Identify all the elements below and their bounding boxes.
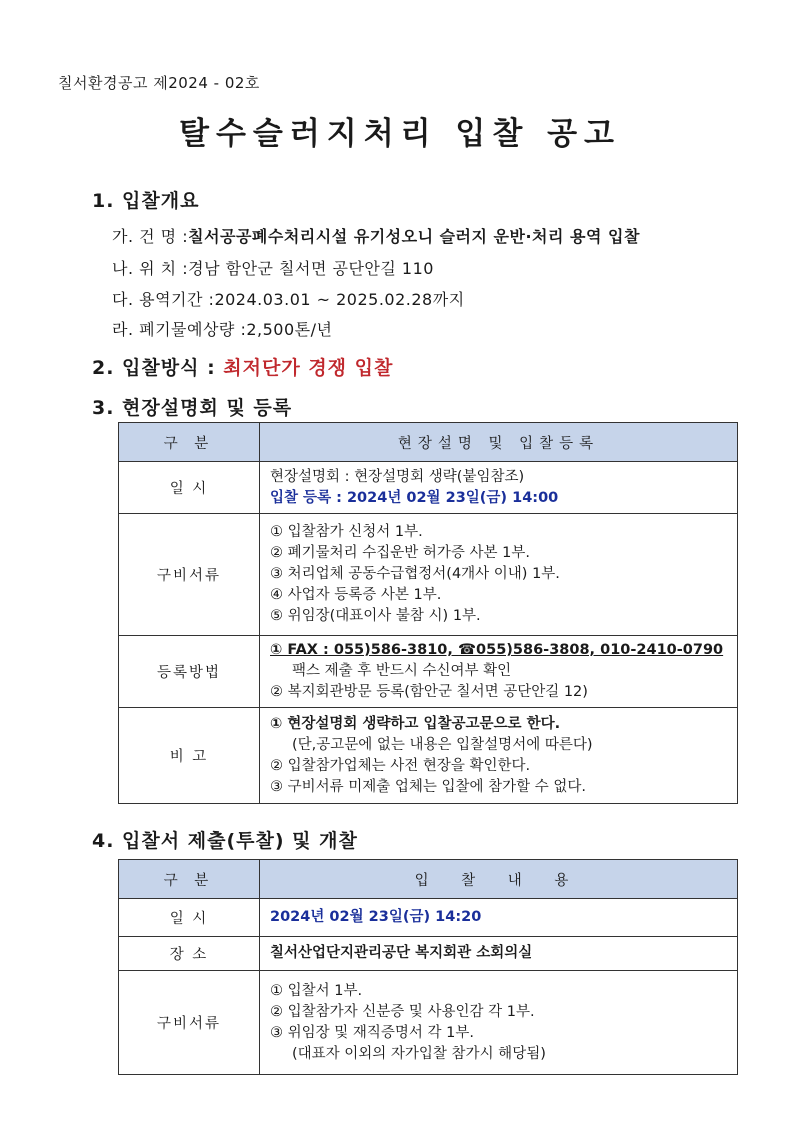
table-row bbox=[119, 971, 738, 1075]
overview-item-location bbox=[112, 256, 434, 279]
row-key: 등록방법 bbox=[119, 636, 260, 708]
row-key: 일 시 bbox=[119, 462, 260, 514]
table-header-cell: 현장설명 및 입찰등록 bbox=[260, 423, 738, 462]
overview-item-name bbox=[112, 224, 640, 247]
overview-label: 나. 위 치 : bbox=[112, 259, 189, 278]
document-title: 탈수슬러지처리 입찰 공고 bbox=[179, 116, 621, 152]
row-content bbox=[260, 971, 738, 1075]
table-header-row bbox=[119, 860, 738, 899]
content-line: ③ 처리업체 공동수급협정서(4개사 이내) 1부. bbox=[270, 566, 560, 582]
document-number: 칠서환경공고 제2024 - 02호 bbox=[58, 74, 260, 92]
table-row bbox=[119, 462, 738, 514]
row-key: 구비서류 bbox=[119, 971, 260, 1075]
content-line: ② 복지회관방문 등록(함안군 칠서면 공단안길 12) bbox=[270, 684, 588, 700]
row-content bbox=[260, 937, 738, 971]
content-line: ⑤ 위임장(대표이사 불참 시) 1부. bbox=[270, 608, 481, 624]
content-line: 입찰 등록 : 2024년 02월 23일(금) 14:00 bbox=[270, 489, 559, 506]
table-row bbox=[119, 899, 738, 937]
overview-value: 2024.03.01 ~ 2025.02.28까지 bbox=[214, 290, 465, 309]
row-content bbox=[260, 636, 738, 708]
overview-value: 2,500톤/년 bbox=[246, 320, 333, 339]
row-key: 비 고 bbox=[119, 708, 260, 804]
content-line: ③ 위임장 및 재직증명서 각 1부. bbox=[270, 1024, 474, 1041]
row-content bbox=[260, 514, 738, 636]
table-row bbox=[119, 636, 738, 708]
content-line: ④ 사업자 등록증 사본 1부. bbox=[270, 587, 442, 603]
content-line: 팩스 제출 후 반드시 수신여부 확인 bbox=[292, 663, 512, 679]
content-line: 현장설명회 : 현장설명회 생략(붙임참조) bbox=[270, 468, 525, 485]
table-row bbox=[119, 937, 738, 971]
table-header-cell: 구 분 bbox=[119, 423, 260, 462]
content-line: 2024년 02월 23일(금) 14:20 bbox=[270, 909, 482, 925]
bid-method: 최저단가 경쟁 입찰 bbox=[223, 357, 394, 379]
section1-heading: 1. 입찰개요 bbox=[92, 190, 200, 212]
section2-heading bbox=[92, 353, 393, 380]
registration-table bbox=[118, 422, 738, 804]
table-header-cell: 구 분 bbox=[119, 860, 260, 899]
table-row bbox=[119, 708, 738, 804]
contact-line: ① FAX : 055)586-3810, ☎055)586-3808, 010-2410-0790 bbox=[270, 642, 724, 658]
overview-value: 경남 함안군 칠서면 공단안길 110 bbox=[188, 259, 434, 278]
section4-heading: 4. 입찰서 제출(투찰) 및 개찰 bbox=[92, 830, 358, 852]
table-row bbox=[119, 514, 738, 636]
row-key: 구비서류 bbox=[119, 514, 260, 636]
row-content bbox=[260, 462, 738, 514]
content-line: ② 입찰참가업체는 사전 현장을 확인한다. bbox=[270, 757, 531, 774]
section2-label: 2. 입찰방식 : bbox=[92, 357, 224, 379]
table-header-cell: 입 찰 내 용 bbox=[260, 860, 738, 899]
row-content bbox=[260, 708, 738, 804]
overview-label: 다. 용역기간 : bbox=[112, 290, 215, 309]
table-header-row bbox=[119, 423, 738, 462]
row-content bbox=[260, 899, 738, 937]
content-line: ② 폐기물처리 수집운반 허가증 사본 1부. bbox=[270, 545, 530, 561]
content-line: ① 입찰서 1부. bbox=[270, 982, 363, 999]
content-line: ③ 구비서류 미제출 업체는 입찰에 참가할 수 없다. bbox=[270, 778, 587, 795]
overview-label: 가. 건 명 : bbox=[112, 227, 189, 246]
overview-value: 칠서공공폐수처리시설 유기성오니 슬러지 운반·처리 용역 입찰 bbox=[188, 227, 640, 246]
overview-item-amount bbox=[112, 317, 332, 340]
content-line: ② 입찰참가자 신분증 및 사용인감 각 1부. bbox=[270, 1003, 535, 1020]
section3-heading: 3. 현장설명회 및 등록 bbox=[92, 397, 293, 419]
content-line: ① 입찰참가 신청서 1부. bbox=[270, 524, 423, 540]
overview-label: 라. 폐기물예상량 : bbox=[112, 320, 247, 339]
row-key: 장 소 bbox=[119, 937, 260, 971]
content-line: 칠서산업단지관리공단 복지회관 소회의실 bbox=[270, 945, 533, 961]
overview-item-period bbox=[112, 287, 465, 310]
bid-table bbox=[118, 859, 738, 1075]
content-line: (단,공고문에 없는 내용은 입찰설명서에 따른다) bbox=[292, 736, 593, 753]
content-line: (대표자 이외의 자가입찰 참가시 해당됨) bbox=[292, 1045, 546, 1062]
row-key: 일 시 bbox=[119, 899, 260, 937]
content-line: ① 현장설명회 생략하고 입찰공고문으로 한다. bbox=[270, 715, 561, 732]
